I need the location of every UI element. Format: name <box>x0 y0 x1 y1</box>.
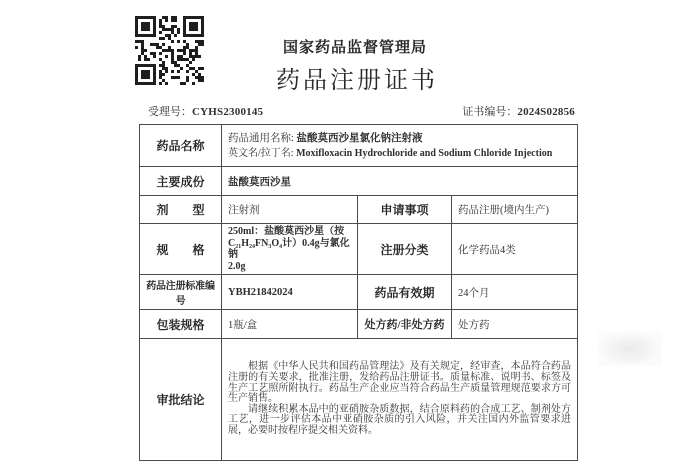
row-spec-category <box>140 224 578 275</box>
certificate-title: 药品注册证书 <box>276 68 438 94</box>
approval-paragraph-2: 请继续积累本品中的亚硝胺杂质数据，结合原料药的合成工艺、制剂处方工艺，进一步评估本品中亚硝胺杂质的引入风险，并关注国内外监管要求进展，必要时按程序提交相关资料。 <box>228 403 572 436</box>
english-name-line: 英文名/拉丁名: Moxifloxacin Hydrochloride and Sodium Chloride Injection <box>228 147 553 159</box>
package-value: 1瓶/盒 <box>222 310 358 339</box>
validity-value: 24个月 <box>452 275 578 310</box>
approval-conclusion <box>222 339 578 461</box>
rx-otc-label: 处方药/非处方药 <box>358 310 452 339</box>
main-ingredient-label: 主要成份 <box>140 167 222 196</box>
spec-line-2: C₂₁H₂₄FN₃O₄计）0.4g与氯化钠 <box>228 237 350 260</box>
rx-otc-value: 处方药 <box>452 310 578 339</box>
certificate-table <box>139 124 578 461</box>
registration-category-value: 化学药品4类 <box>452 224 578 275</box>
certificate-label: 证书编号： <box>462 106 518 118</box>
specification-value <box>222 224 358 275</box>
spec-line-3: 2.0g <box>228 260 246 272</box>
spec-line-1: 250ml：盐酸莫西沙星（按 <box>228 226 345 237</box>
registration-category-label: 注册分类 <box>358 224 452 275</box>
generic-name-line: 药品通用名称: 盐酸莫西沙星氯化钠注射液 <box>228 132 423 144</box>
acceptance-number <box>148 103 263 119</box>
row-package-rx <box>140 310 578 339</box>
validity-label: 药品有效期 <box>358 275 452 310</box>
specification-label: 规 格 <box>140 224 222 275</box>
scan-artifact <box>598 332 662 366</box>
row-standard-validity <box>140 275 578 310</box>
standard-number-value: YBH21842024 <box>222 275 358 310</box>
row-main-ingredient <box>140 167 578 196</box>
row-approval <box>140 339 578 461</box>
certificate-value: 2024S02856 <box>517 106 575 118</box>
drug-name-cell <box>222 125 578 167</box>
approval-paragraph-1: 根据《中华人民共和国药品管理法》及有关规定，经审查，本品符合药品注册的有关要求，批准注册，发给药品注册证书。质量标准、说明书、标签及生产工艺照所附执行。药品生产企业应当符合药品生产质量管理规范要求方可生产销售。 <box>228 361 572 405</box>
reference-line <box>139 103 577 119</box>
dosage-form-value: 注射剂 <box>222 196 358 224</box>
approval-label: 审批结论 <box>140 339 222 461</box>
row-drug-name <box>140 125 578 167</box>
standard-number-label: 药品注册标准编号 <box>140 275 222 310</box>
main-ingredient-value: 盐酸莫西沙星 <box>222 167 578 196</box>
certificate-number <box>462 103 575 119</box>
application-item-value: 药品注册(境内生产) <box>452 196 578 224</box>
issuing-authority: 国家药品监督管理局 <box>282 39 427 56</box>
generic-name-value: 盐酸莫西沙星氯化钠注射液 <box>296 132 423 144</box>
dosage-form-label: 剂 型 <box>140 196 222 224</box>
application-item-label: 申请事项 <box>358 196 452 224</box>
row-dosage-application <box>140 196 578 224</box>
package-label: 包装规格 <box>140 310 222 339</box>
acceptance-label: 受理号： <box>148 106 192 118</box>
drug-name-label: 药品名称 <box>140 125 222 167</box>
acceptance-value: CYHS2300145 <box>192 106 264 118</box>
english-name-value: Moxifloxacin Hydrochloride and Sodium Chloride Injection <box>296 147 553 159</box>
